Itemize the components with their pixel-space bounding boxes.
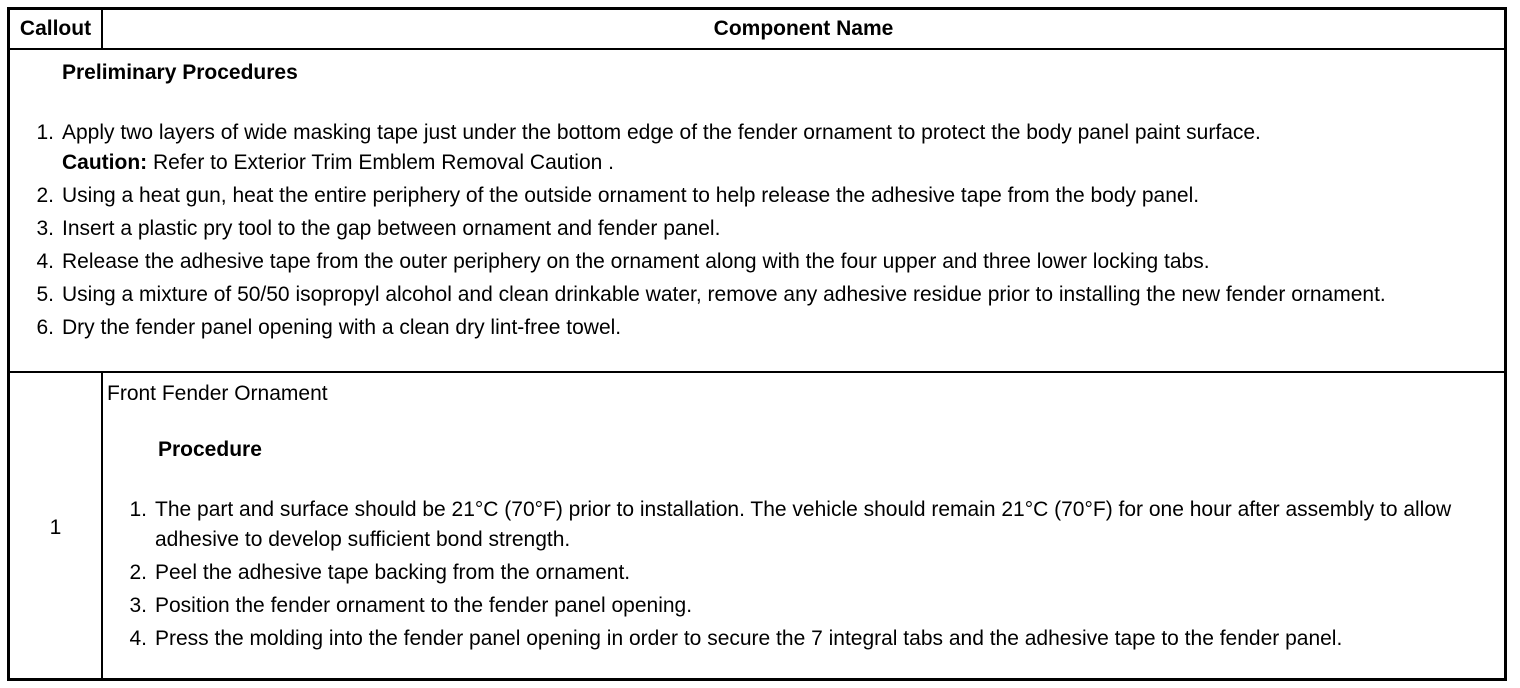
step-number: 4. [36,250,54,273]
step-text: Release the adhesive tape from the outer periphery on the ornament along with the four upper and three lower locking tabs. [62,250,1210,273]
list-item [117,591,1503,621]
caution-note [62,148,1500,178]
callout-cell [10,373,103,681]
list-item [24,181,1500,211]
caution-label: Caution: [62,151,148,174]
list-item [117,495,1503,555]
step-text: Using a heat gun, heat the entire periphery of the outside ornament to help release the adhesive tape from the body panel. [62,184,1200,207]
list-item [117,558,1503,588]
step-number: 5. [36,283,54,306]
procedure-title: Procedure [158,438,262,461]
step-number: 1. [129,498,147,521]
list-item [24,280,1500,310]
list-item [24,313,1500,343]
preliminary-procedures-row [10,50,1504,373]
step-number: 6. [36,316,54,339]
component-name-column-header: Component Name [713,17,894,40]
list-item [24,118,1500,178]
step-number: 4. [129,627,147,650]
procedure-steps-list [117,495,1503,657]
list-item [117,624,1503,654]
step-number: 2. [129,561,147,584]
list-item [24,214,1500,244]
step-text: Using a mixture of 50/50 isopropyl alcohol and clean drinkable water, remove any adhesive residue prior to installing the new fender ornament. [62,283,1386,306]
preliminary-procedures-title: Preliminary Procedures [62,61,298,84]
step-text: Insert a plastic pry tool to the gap between ornament and fender panel. [62,217,721,240]
step-number: 3. [129,594,147,617]
callout-number: 1 [49,516,62,539]
component-name: Front Fender Ornament [107,382,328,405]
procedure-table [7,7,1507,681]
component-cell [103,373,1504,681]
step-number: 3. [36,217,54,240]
table-row [10,373,1504,681]
step-text: Dry the fender panel opening with a clean dry lint-free towel. [62,316,622,339]
step-text: Press the molding into the fender panel opening in order to secure the 7 integral tabs and the adhesive tape to the fender panel. [155,627,1343,650]
callout-column-header: Callout [10,10,103,48]
step-text: Peel the adhesive tape backing from the ornament. [155,561,631,584]
step-number: 2. [36,184,54,207]
list-item [24,247,1500,277]
preliminary-steps-list [24,118,1500,346]
table-header-row [10,10,1504,50]
step-number: 1. [36,121,54,144]
step-text: The part and surface should be 21°C (70°F) prior to installation. The vehicle should remain 21°C (70°F) for one hour after assembly to allow adhesive to develop sufficient bond strength. [155,498,1452,551]
step-text: Position the fender ornament to the fender panel opening. [155,594,693,617]
caution-text: Refer to Exterior Trim Emblem Removal Caution . [153,151,614,174]
step-text: Apply two layers of wide masking tape just under the bottom edge of the fender ornament to protect the body panel paint surface. [62,121,1261,144]
